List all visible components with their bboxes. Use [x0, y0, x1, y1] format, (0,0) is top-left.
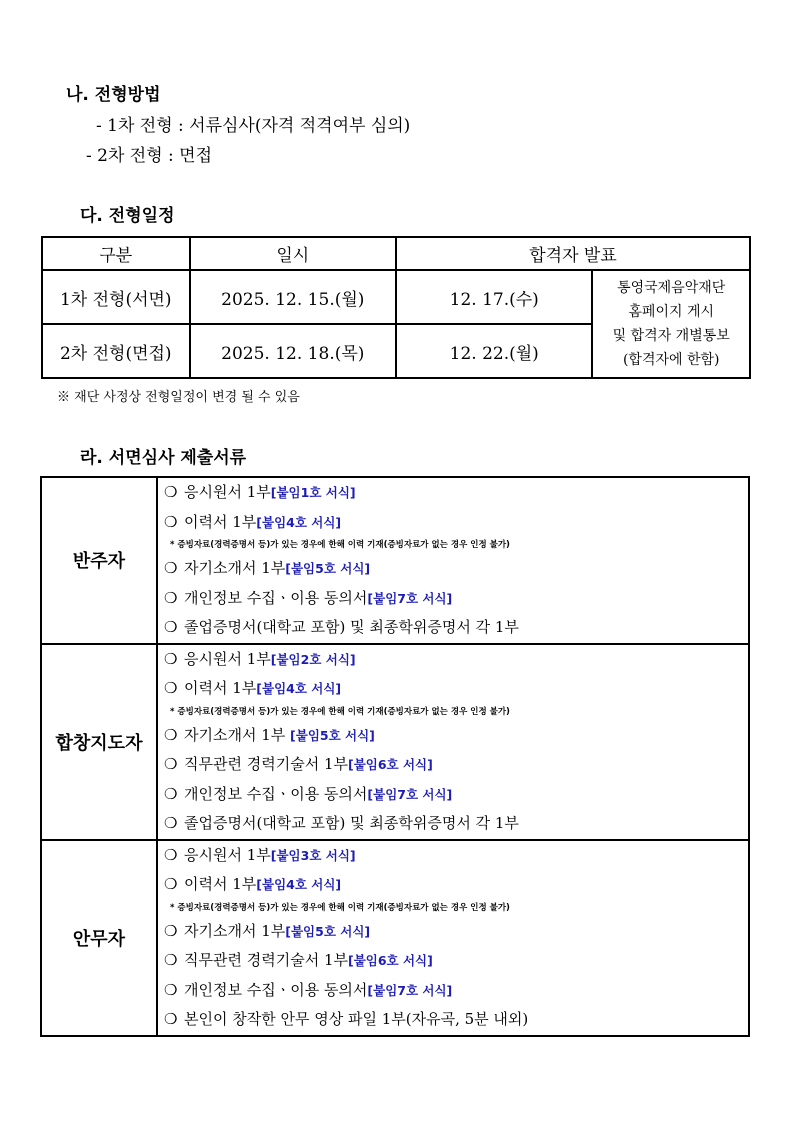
announce-line: 및 합격자 개별통보 [612, 328, 730, 344]
schedule-stage-2: 2차 전형(면접) [42, 324, 190, 378]
header-category: 구분 [42, 237, 190, 270]
section-title-method: 나. 전형방법 [66, 85, 161, 105]
doc-text: 응시원서 1부 [184, 483, 271, 501]
form-ref: [붙임4호 서식] [256, 681, 342, 696]
form-ref: [붙임5호 서식] [285, 561, 371, 576]
circle-bullet-icon: ❍ [164, 784, 178, 803]
list-item [158, 508, 748, 538]
schedule-date-2: 2025. 12. 18.(목) [190, 324, 396, 378]
method-line-2: - 2차 전형 : 면접 [86, 146, 213, 166]
form-ref: [붙임7호 서식] [367, 786, 453, 802]
schedule-date-1: 2025. 12. 15.(월) [190, 270, 396, 324]
header-datetime: 일시 [190, 237, 396, 270]
doc-text: 본인이 창작한 안무 영상 파일 1부(자유곡, 5분 내외) [184, 1010, 529, 1028]
method-line-1: - 1차 전형 : 서류심사(자격 적격여부 심의) [96, 116, 411, 136]
doc-list [157, 644, 749, 840]
doc-list [157, 477, 749, 644]
section-title-schedule: 다. 전형일정 [80, 206, 175, 226]
doc-text: 직무관련 경력기술서 1부 [184, 755, 348, 773]
announcement-method [592, 270, 750, 378]
list-item [158, 946, 748, 976]
circle-bullet-icon: ❍ [164, 814, 178, 832]
doc-text: 졸업증명서(대학교 포함) 및 최종학위증명서 각 1부 [184, 814, 519, 832]
form-ref: [붙임3호 서식] [270, 847, 356, 863]
evidence-note: * 증빙자료(경력증명서 등)가 있는 경우에 한해 이력 기재(증빙자료가 없는 경우 인정 불가) [170, 902, 510, 913]
schedule-stage-1: 1차 전형(서면) [42, 270, 190, 324]
doc-text: 졸업증명서(대학교 포함) 및 최종학위증명서 각 1부 [184, 618, 519, 636]
doc-text: 개인정보 수집ㆍ이용 동의서 [184, 588, 368, 607]
list-item [158, 613, 748, 643]
doc-text: 개인정보 수집ㆍ이용 동의서 [184, 784, 368, 803]
circle-bullet-icon: ❍ [164, 588, 178, 607]
documents-table [40, 476, 750, 1037]
form-ref: [붙임6호 서식] [347, 757, 433, 772]
doc-text: 자기소개서 1부 [184, 921, 286, 940]
list-item [158, 976, 748, 1006]
circle-bullet-icon: ❍ [164, 1010, 178, 1028]
header-announcement: 합격자 발표 [396, 237, 750, 270]
list-item [158, 841, 748, 871]
list-item [158, 1005, 748, 1035]
announce-line: (합격자에 한함) [622, 352, 720, 368]
circle-bullet-icon: ❍ [164, 951, 178, 969]
list-item [158, 645, 748, 675]
circle-bullet-icon: ❍ [164, 649, 178, 668]
circle-bullet-icon: ❍ [164, 755, 178, 773]
form-ref: [붙임4호 서식] [256, 877, 342, 892]
schedule-table [41, 236, 751, 379]
form-ref: [붙임5호 서식] [290, 727, 375, 743]
schedule-result-2: 12. 22.(월) [396, 324, 592, 378]
circle-bullet-icon: ❍ [164, 618, 178, 636]
list-item [158, 780, 748, 810]
evidence-note: * 증빙자료(경력증명서 등)가 있는 경우에 한해 이력 기재(증빙자료가 없는 경우 인정 불가) [170, 540, 510, 550]
section-title-documents: 라. 서면심사 제출서류 [80, 448, 247, 468]
list-item [158, 674, 748, 704]
evidence-note: * 증빙자료(경력증명서 등)가 있는 경우에 한해 이력 기재(증빙자료가 없는 경우 인정 불가) [170, 706, 510, 717]
list-item [158, 809, 748, 839]
list-item [158, 917, 748, 947]
form-ref: [붙임1호 서식] [270, 485, 356, 500]
doc-text: 응시원서 1부 [184, 845, 271, 864]
circle-bullet-icon: ❍ [164, 845, 178, 864]
doc-text: 자기소개서 1부 [184, 725, 291, 744]
circle-bullet-icon: ❍ [164, 512, 178, 531]
announce-line: 통영국제음악재단 [617, 280, 726, 296]
circle-bullet-icon: ❍ [164, 559, 178, 577]
list-item [158, 721, 748, 751]
doc-text: 응시원서 1부 [184, 649, 271, 668]
list-item [158, 750, 748, 780]
circle-bullet-icon: ❍ [164, 483, 178, 501]
circle-bullet-icon: ❍ [164, 875, 178, 893]
doc-text: 이력서 1부 [184, 875, 257, 893]
form-ref: [붙임6호 서식] [347, 953, 433, 968]
role-choreographer: 안무자 [41, 840, 157, 1036]
announce-line: 홈페이지 게시 [628, 304, 715, 320]
doc-list [157, 840, 749, 1036]
doc-text: 자기소개서 1부 [184, 559, 286, 577]
circle-bullet-icon: ❍ [164, 725, 178, 744]
circle-bullet-icon: ❍ [164, 679, 178, 697]
role-accompanist: 반주자 [41, 477, 157, 644]
role-choir-director: 합창지도자 [41, 644, 157, 840]
form-ref: [붙임4호 서식] [256, 514, 342, 530]
list-item [158, 584, 748, 614]
form-ref: [붙임2호 서식] [270, 651, 356, 667]
form-ref: [붙임5호 서식] [285, 923, 371, 939]
circle-bullet-icon: ❍ [164, 980, 178, 999]
doc-text: 이력서 1부 [184, 679, 257, 697]
list-item [158, 870, 748, 900]
doc-text: 직무관련 경력기술서 1부 [184, 951, 348, 969]
form-ref: [붙임7호 서식] [367, 982, 453, 998]
doc-text: 개인정보 수집ㆍ이용 동의서 [184, 980, 368, 999]
schedule-note: ※ 재단 사정상 전형일정이 변경 될 수 있음 [57, 390, 300, 405]
doc-text: 이력서 1부 [184, 512, 257, 531]
list-item [158, 554, 748, 584]
list-item [158, 478, 748, 508]
circle-bullet-icon: ❍ [164, 921, 178, 940]
schedule-result-1: 12. 17.(수) [396, 270, 592, 324]
form-ref: [붙임7호 서식] [367, 590, 453, 606]
